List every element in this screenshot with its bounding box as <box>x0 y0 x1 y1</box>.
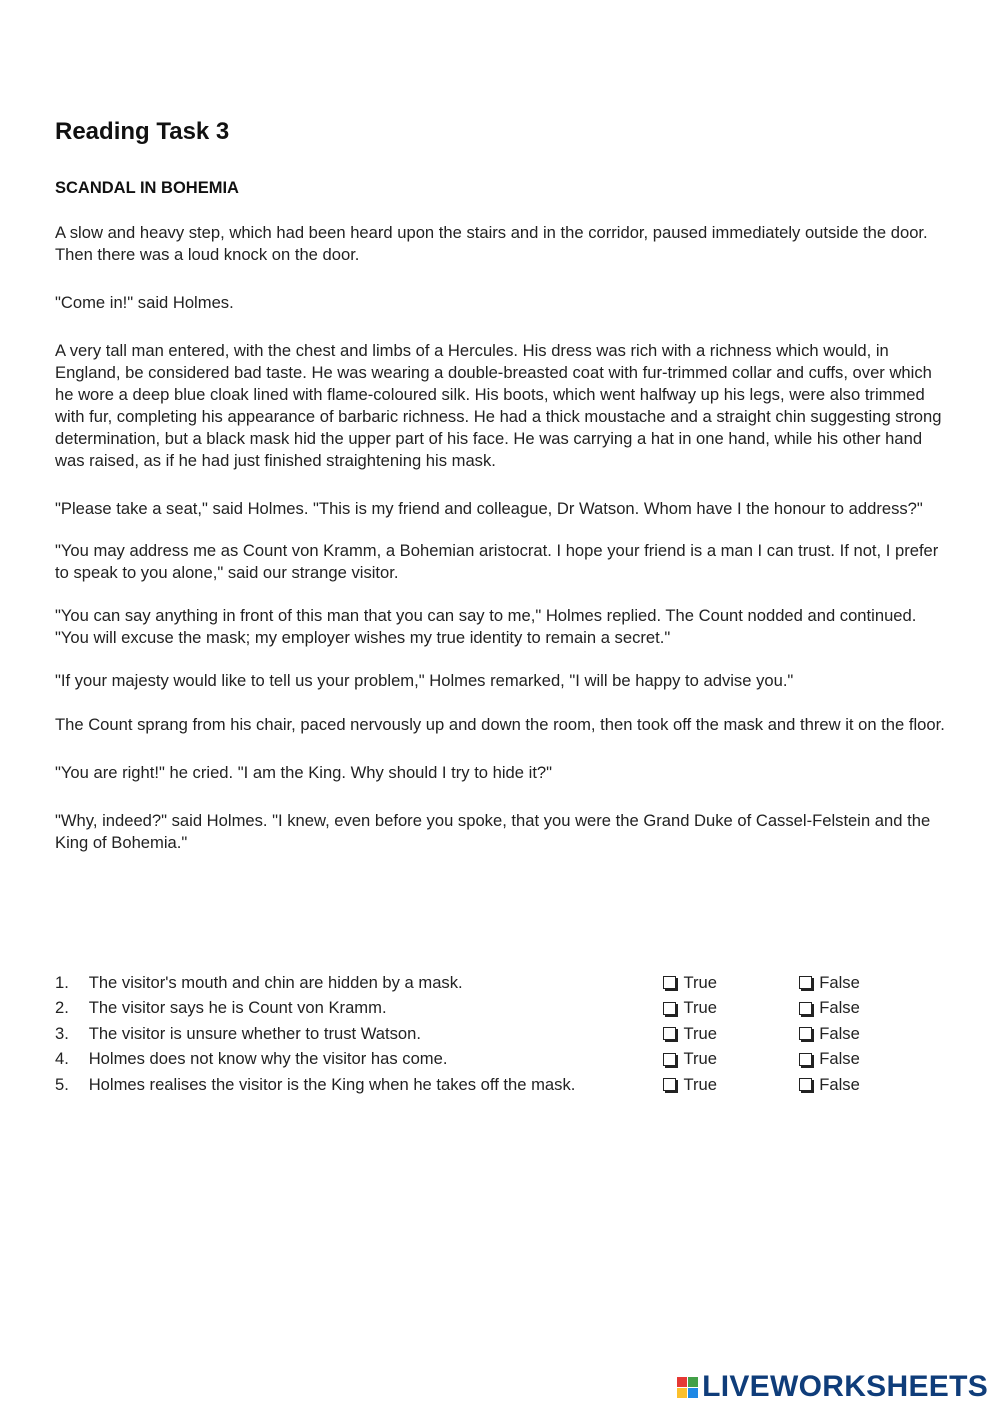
logo-tile <box>677 1388 687 1398</box>
false-option[interactable] <box>799 1049 935 1069</box>
true-option[interactable] <box>663 1024 799 1044</box>
question-text: The visitor is unsure whether to trust Watson. <box>88 1023 421 1043</box>
paragraph-10: "Why, indeed?" said Holmes. "I knew, even before you spoke, that you were the Grand Duke of Cassel-Felstein and the King of Bohemia." <box>55 811 931 852</box>
false-label: False <box>819 1074 860 1094</box>
question-row <box>55 996 935 1022</box>
paragraph-4: "Please take a seat," said Holmes. "This is my friend and colleague, Dr Watson. Whom have I the honour to address?" <box>55 499 923 518</box>
question-text: The visitor says he is Count von Kramm. <box>88 998 387 1018</box>
true-label: True <box>683 998 717 1018</box>
false-label: False <box>819 972 860 992</box>
false-option[interactable] <box>799 1024 935 1044</box>
checkbox-icon[interactable] <box>799 1027 812 1040</box>
true-label: True <box>683 972 717 992</box>
checkbox-icon[interactable] <box>799 1078 812 1091</box>
paragraph-3: A very tall man entered, with the chest and limbs of a Hercules. His dress was rich with a richness which would, in England, be considered bad taste. He was wearing a double-breasted coat with fur-trimmed collar and cuffs, over which he wore a deep blue cloak lined with flame-coloured silk. His boots, which went halfway up his legs, were also trimmed with fur, completing his appearance of barbaric richness. He had a thick moustache and a straight chin suggesting strong determination, but a black mask hid the upper part of his face. He was carrying a hat in one hand, while his other hand was raised, as if he had just finished straightening his mask. <box>55 341 942 470</box>
checkbox-icon[interactable] <box>663 1002 676 1015</box>
true-label: True <box>683 1074 717 1094</box>
question-number: 4. <box>55 1049 69 1069</box>
logo-tile <box>688 1377 698 1387</box>
question-row <box>55 1047 935 1073</box>
checkbox-icon[interactable] <box>799 1002 812 1015</box>
false-label: False <box>819 1049 860 1069</box>
paragraph-6: "You can say anything in front of this man that you can say to me," Holmes replied. The Count nodded and continued. "You will excuse the mask; my employer wishes my true identity to remain a secret." <box>55 606 917 647</box>
paragraph-1: A slow and heavy step, which had been heard upon the stairs and in the corridor, paused immediately outside the door. Then there was a loud knock on the door. <box>55 223 928 264</box>
true-option[interactable] <box>663 998 799 1018</box>
checkbox-icon[interactable] <box>663 1078 676 1091</box>
checkbox-icon[interactable] <box>663 976 676 989</box>
page-title: Reading Task 3 <box>55 118 230 145</box>
question-row <box>55 970 935 996</box>
worksheet-page <box>55 118 945 880</box>
false-label: False <box>819 998 860 1018</box>
true-label: True <box>683 1049 717 1069</box>
question-text: The visitor's mouth and chin are hidden by a mask. <box>88 972 463 992</box>
paragraph-9: "You are right!" he cried. "I am the King. Why should I try to hide it?" <box>55 763 553 782</box>
question-number: 2. <box>55 998 69 1018</box>
liveworksheets-logo <box>677 1370 988 1404</box>
question-number: 5. <box>55 1074 69 1094</box>
true-option[interactable] <box>663 973 799 993</box>
checkbox-icon[interactable] <box>663 1027 676 1040</box>
logo-tile <box>688 1388 698 1398</box>
paragraph-8: The Count sprang from his chair, paced nervously up and down the room, then took off the mask and threw it on the floor. <box>55 715 945 734</box>
logo-tile <box>677 1377 687 1387</box>
paragraph-2: "Come in!" said Holmes. <box>55 293 234 312</box>
true-option[interactable] <box>663 1075 799 1095</box>
story-title: SCANDAL IN BOHEMIA <box>55 179 239 197</box>
false-option[interactable] <box>799 1075 935 1095</box>
checkbox-icon[interactable] <box>799 1053 812 1066</box>
checkbox-icon[interactable] <box>799 976 812 989</box>
false-option[interactable] <box>799 998 935 1018</box>
true-false-questions <box>55 970 935 1098</box>
paragraph-5: "You may address me as Count von Kramm, a Bohemian aristocrat. I hope your friend is a man I can trust. If not, I prefer to speak to you alone," said our strange visitor. <box>55 541 939 582</box>
false-option[interactable] <box>799 973 935 993</box>
logo-text: LIVEWORKSHEETS <box>702 1370 988 1403</box>
true-label: True <box>683 1023 717 1043</box>
question-number: 1. <box>55 972 69 992</box>
question-row <box>55 1072 935 1098</box>
logo-tiles-icon <box>677 1377 698 1398</box>
question-row <box>55 1021 935 1047</box>
question-number: 3. <box>55 1023 69 1043</box>
question-text: Holmes does not know why the visitor has come. <box>88 1049 448 1069</box>
paragraph-7: "If your majesty would like to tell us your problem," Holmes remarked, "I will be happy to advise you." <box>55 671 794 690</box>
true-option[interactable] <box>663 1049 799 1069</box>
question-text: Holmes realises the visitor is the King when he takes off the mask. <box>88 1074 576 1094</box>
checkbox-icon[interactable] <box>663 1053 676 1066</box>
false-label: False <box>819 1023 860 1043</box>
